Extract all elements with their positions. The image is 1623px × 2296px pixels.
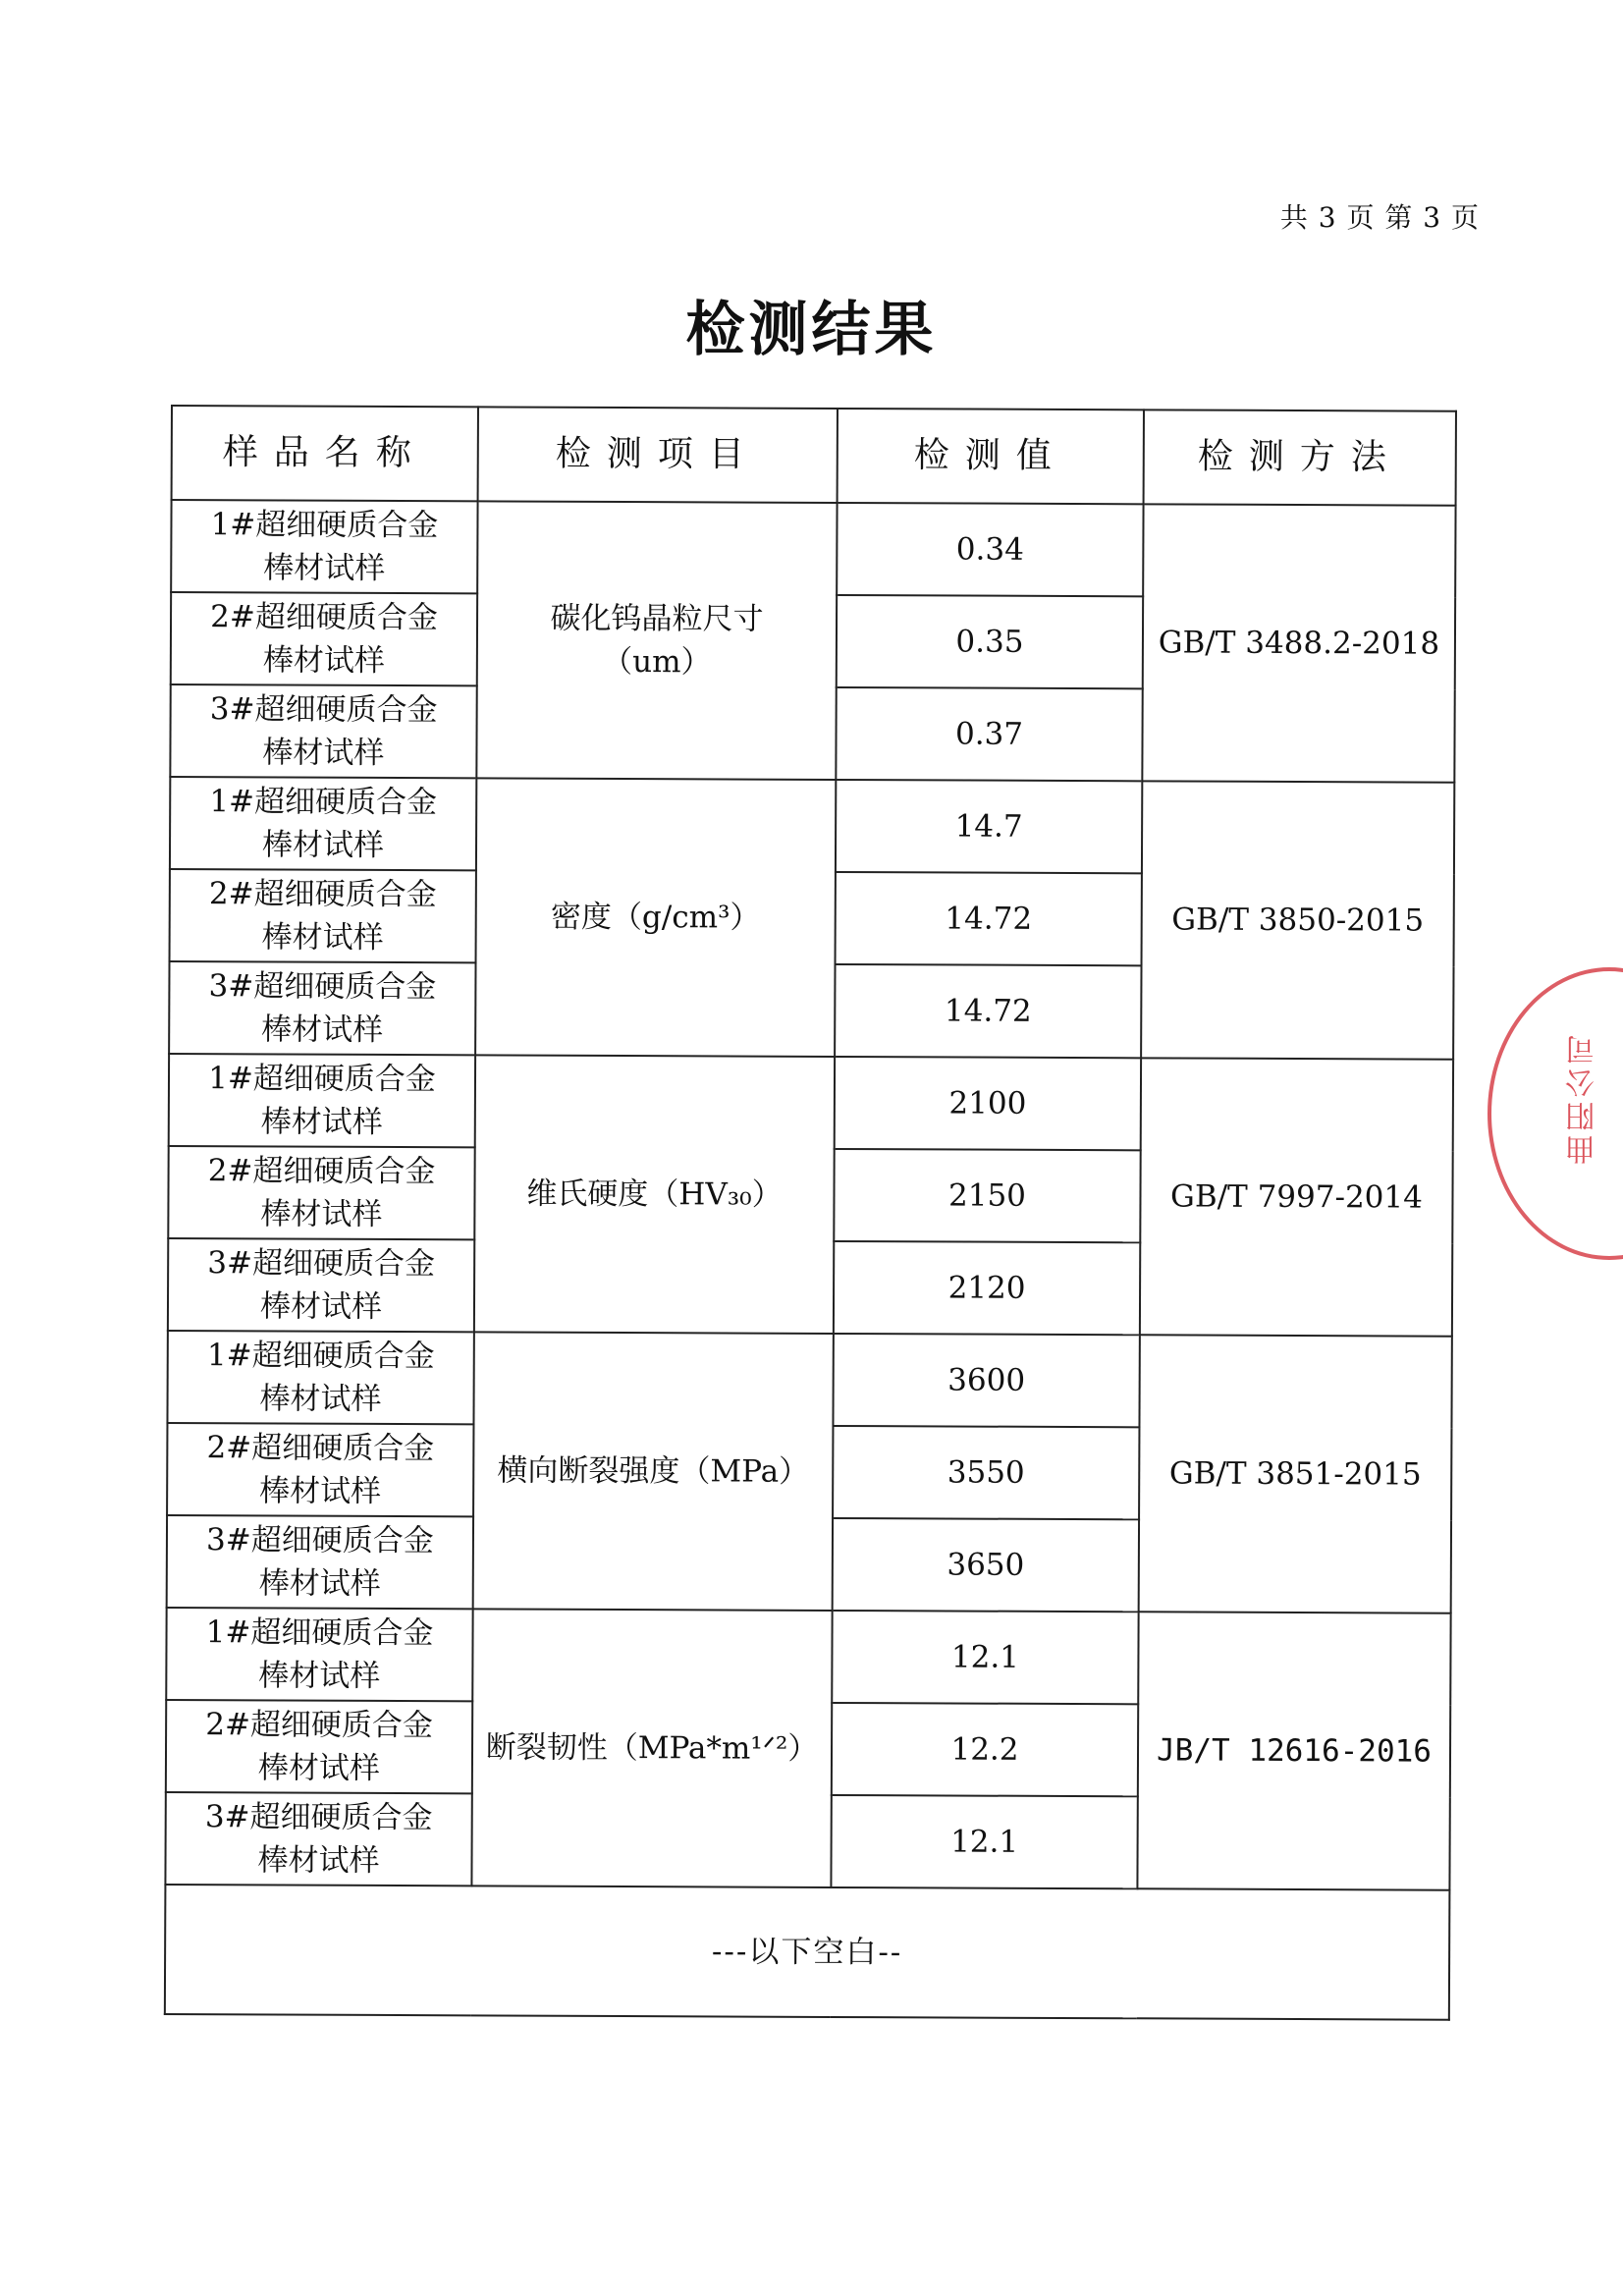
table-body — [165, 500, 1455, 1890]
test-value-cell: 2100 — [835, 1057, 1141, 1150]
sample-name-cell: 3#超细硬质合金 棒材试样 — [170, 684, 476, 778]
table-row — [166, 1608, 1450, 1706]
sample-name-cell: 3#超细硬质合金 棒材试样 — [165, 1792, 471, 1886]
results-table — [164, 405, 1457, 2021]
sample-name-cell: 3#超细硬质合金 棒材试样 — [168, 1238, 474, 1332]
test-value-cell: 2120 — [834, 1241, 1140, 1335]
sample-name-cell: 2#超细硬质合金 棒材试样 — [171, 592, 477, 685]
test-item-cell: 横向断裂强度（MPa） — [473, 1332, 834, 1611]
red-seal-text: 曲阳公司 — [1566, 1031, 1600, 1165]
test-method-cell: GB/T 3488.2-2018 — [1142, 504, 1455, 782]
test-value-cell: 14.72 — [836, 872, 1142, 965]
end-note: ---以下空白-- — [165, 1885, 1450, 2020]
page-title: 检测结果 — [685, 296, 938, 364]
test-value-cell: 3550 — [833, 1426, 1139, 1519]
test-method-cell: GB/T 3850-2015 — [1141, 781, 1454, 1059]
test-value-cell: 0.34 — [837, 503, 1143, 596]
header-test-value: 检测值 — [838, 409, 1144, 504]
test-value-cell: 3600 — [833, 1334, 1139, 1427]
test-value-cell: 14.7 — [836, 780, 1142, 873]
table-row — [171, 500, 1455, 598]
sample-name-cell: 1#超细硬质合金 棒材试样 — [171, 500, 477, 593]
header-test-item: 检测项目 — [478, 407, 838, 503]
sample-name-cell: 2#超细硬质合金 棒材试样 — [170, 869, 476, 962]
sample-name-cell: 2#超细硬质合金 棒材试样 — [167, 1423, 473, 1516]
sample-name-cell: 1#超细硬质合金 棒材试样 — [166, 1608, 472, 1701]
sample-name-cell: 2#超细硬质合金 棒材试样 — [166, 1700, 472, 1793]
sample-name-cell: 3#超细硬质合金 棒材试样 — [167, 1515, 473, 1609]
sample-name-cell: 1#超细硬质合金 棒材试样 — [167, 1331, 473, 1424]
header-test-method: 检测方法 — [1144, 410, 1456, 505]
test-value-cell: 12.1 — [832, 1611, 1138, 1704]
test-method-cell: GB/T 7997-2014 — [1140, 1058, 1453, 1336]
sample-name-cell: 2#超细硬质合金 棒材试样 — [168, 1146, 474, 1239]
test-value-cell: 14.72 — [835, 964, 1141, 1058]
sample-name-cell: 1#超细硬质合金 棒材试样 — [170, 777, 476, 870]
test-method-cell: JB/T 12616-2016 — [1137, 1612, 1450, 1889]
table-row — [167, 1331, 1451, 1429]
test-value-cell: 0.37 — [836, 687, 1142, 781]
table-row — [170, 777, 1454, 875]
test-value-cell: 12.2 — [832, 1703, 1138, 1796]
test-value-cell: 0.35 — [837, 595, 1143, 688]
sample-name-cell: 3#超细硬质合金 棒材试样 — [169, 961, 475, 1055]
table-row — [169, 1054, 1453, 1152]
test-value-cell: 12.1 — [831, 1795, 1137, 1888]
test-item-cell: 碳化钨晶粒尺寸 （um） — [476, 501, 837, 780]
table-header-row — [172, 406, 1456, 506]
page-number: 共 3 页 第 3 页 — [1279, 201, 1480, 234]
test-item-cell: 断裂韧性（MPa*m¹ᐟ²） — [471, 1609, 832, 1887]
test-item-cell: 维氏硬度（HV₃₀） — [474, 1055, 835, 1334]
test-method-cell: GB/T 3851-2015 — [1139, 1335, 1452, 1613]
test-value-cell: 2150 — [834, 1149, 1140, 1242]
end-row — [165, 1885, 1450, 2020]
header-sample-name: 样品名称 — [172, 406, 478, 501]
test-value-cell: 3650 — [833, 1518, 1139, 1612]
test-item-cell: 密度（g/cm³） — [475, 778, 836, 1057]
sample-name-cell: 1#超细硬质合金 棒材试样 — [169, 1054, 475, 1147]
